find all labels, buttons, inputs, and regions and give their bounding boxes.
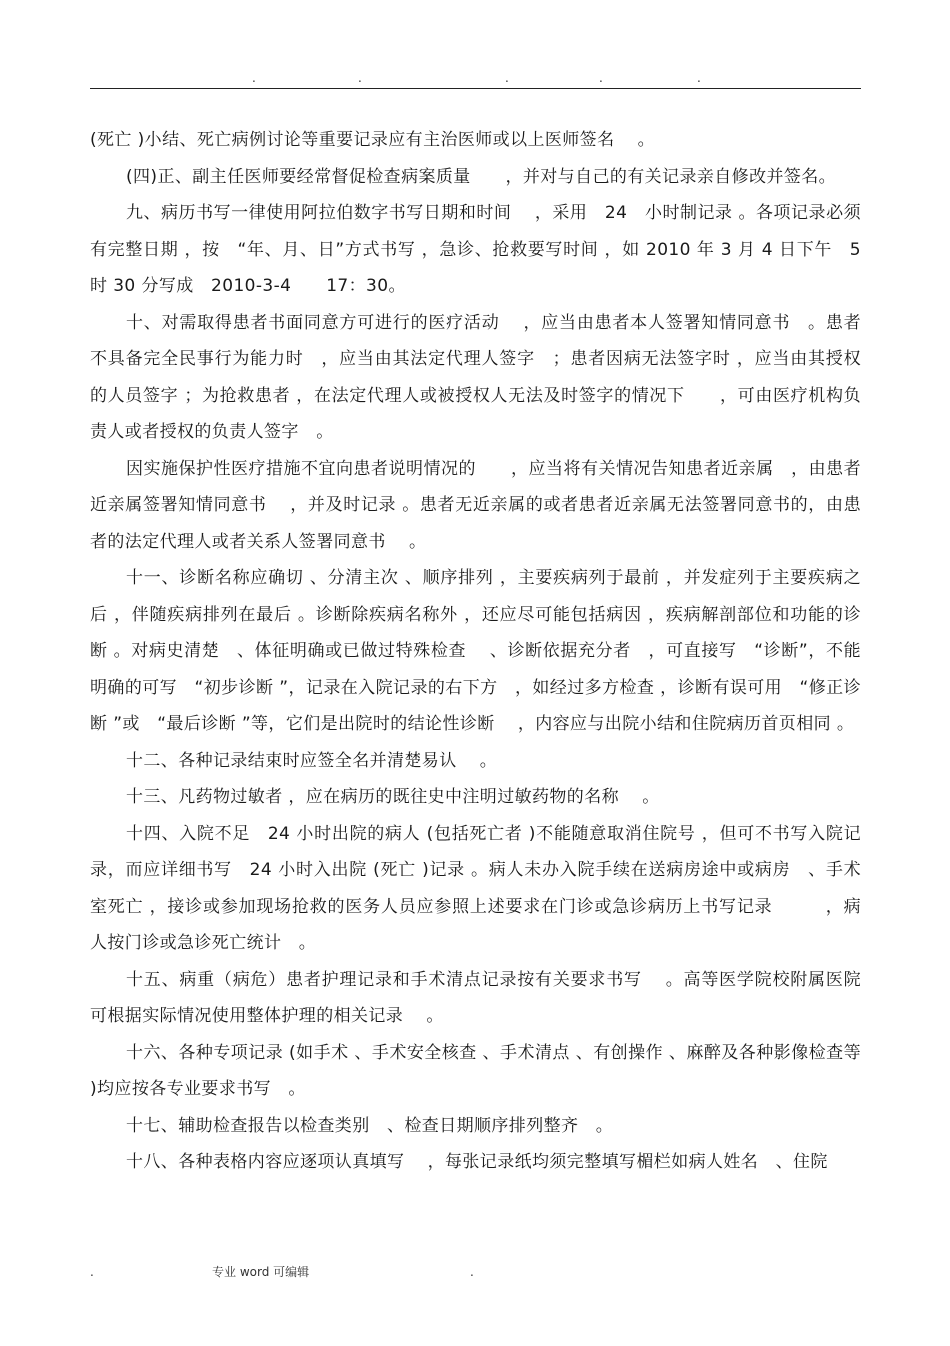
paragraph: 十二、各种记录结束时应签全名并清楚易认 。 <box>126 750 498 771</box>
paragraph: 九、病历书写一律使用阿拉伯数字书写日期和时间 ，采用 24 小时制记录 。各项记录必须有完整日期 ，按 “年、月、日”方式书写 ，急诊、抢救要写时间 ，如 2010 年 3 月 4 日下午 5 时 30 分写成 2010-3-4 17：30。 <box>90 203 861 296</box>
paragraph: 十八、各种表格内容应逐项认真填写 ，每张记录纸均须完整填写楣栏如病人姓名 、住院 <box>126 1152 828 1172</box>
header-dot: . <box>252 71 256 85</box>
page-header <box>0 70 950 86</box>
footer-label: 专业 word 可编辑 <box>212 1265 310 1279</box>
page-footer <box>0 1262 950 1282</box>
paragraph: 十、对需取得患者书面同意方可进行的医疗活动 ，应当由患者本人签署知情同意书 。患者不具备完全民事行为能力时 ，应当由其法定代理人签字 ；患者因病无法签字时 ，应当由其授权的人员签字 ；为抢救患者 ，在法定代理人或被授权人无法及时签字的情况下 ，可由医疗机构负责人或者授权的负责人签字 。 <box>90 312 861 442</box>
header-dot: . <box>599 71 603 85</box>
document-body <box>90 122 861 1181</box>
paragraph: 十七、辅助检查报告以检查类别 、检查日期顺序排列整齐 。 <box>126 1115 614 1136</box>
header-dot: . <box>697 71 701 85</box>
header-dot: . <box>358 71 362 85</box>
header-dot: . <box>505 71 509 85</box>
paragraph: 因实施保护性医疗措施不宜向患者说明情况的 ，应当将有关情况告知患者近亲属 ，由患者近亲属签署知情同意书 ，并及时记录 。患者无近亲属的或者患者近亲属无法签署同意书的，由患者的法定代理人或者关系人签署同意书 。 <box>90 458 861 552</box>
header-rule <box>90 88 861 89</box>
paragraph: (四)正、副主任医师要经常督促检查病案质量 ，并对与自己的有关记录亲自修改并签名。 <box>126 166 837 187</box>
paragraph: 十六、各种专项记录 (如手术 、手术安全核查 、手术清点 、有创操作 、麻醉及各种影像检查等 )均应按各专业要求书写 。 <box>90 1042 861 1099</box>
footer-dot-left: . <box>90 1265 94 1279</box>
paragraph: 十四、入院不足 24 小时出院的病人 (包括死亡者 )不能随意取消住院号 ，但可不书写入院记录，而应详细书写 24 小时入出院 (死亡 )记录 。病人未办入院手续在送病房途中或病房 、手术室死亡 ，接诊或参加现场抢救的医务人员应参照上述要求在门诊或急诊病历上书写记录 ，病人按门诊或急诊死亡统计 。 <box>90 823 861 953</box>
paragraph: 十一、诊断名称应确切 、分清主次 、顺序排列 ，主要疾病列于最前 ，并发症列于主要疾病之后 ，伴随疾病排列在最后 。诊断除疾病名称外 ，还应尽可能包括病因 ，疾病解剖部位和功能的诊断 。对病史清楚 、体征明确或已做过特殊检查 、诊断依据充分者 ，可直接写 “诊断”，不能明确的可写 “初步诊断 ”，记录在入院记录的右下方 ，如经过多方检查 ，诊断有误可用 “修正诊断 ”或 “最后诊断 ”等，它们是出院时的结论性诊断 ，内容应与出院小结和住院病历首页相同 。 <box>90 568 861 734</box>
paragraph: 十五、病重（病危）患者护理记录和手术清点记录按有关要求书写 。高等医学院校附属医院可根据实际情况使用整体护理的相关记录 。 <box>90 969 861 1026</box>
paragraph: (死亡 )小结、死亡病例讨论等重要记录应有主治医师或以上医师签名 。 <box>90 130 656 150</box>
footer-dot-right: . <box>470 1265 474 1279</box>
paragraph: 十三、凡药物过敏者 ，应在病历的既往史中注明过敏药物的名称 。 <box>126 787 660 807</box>
